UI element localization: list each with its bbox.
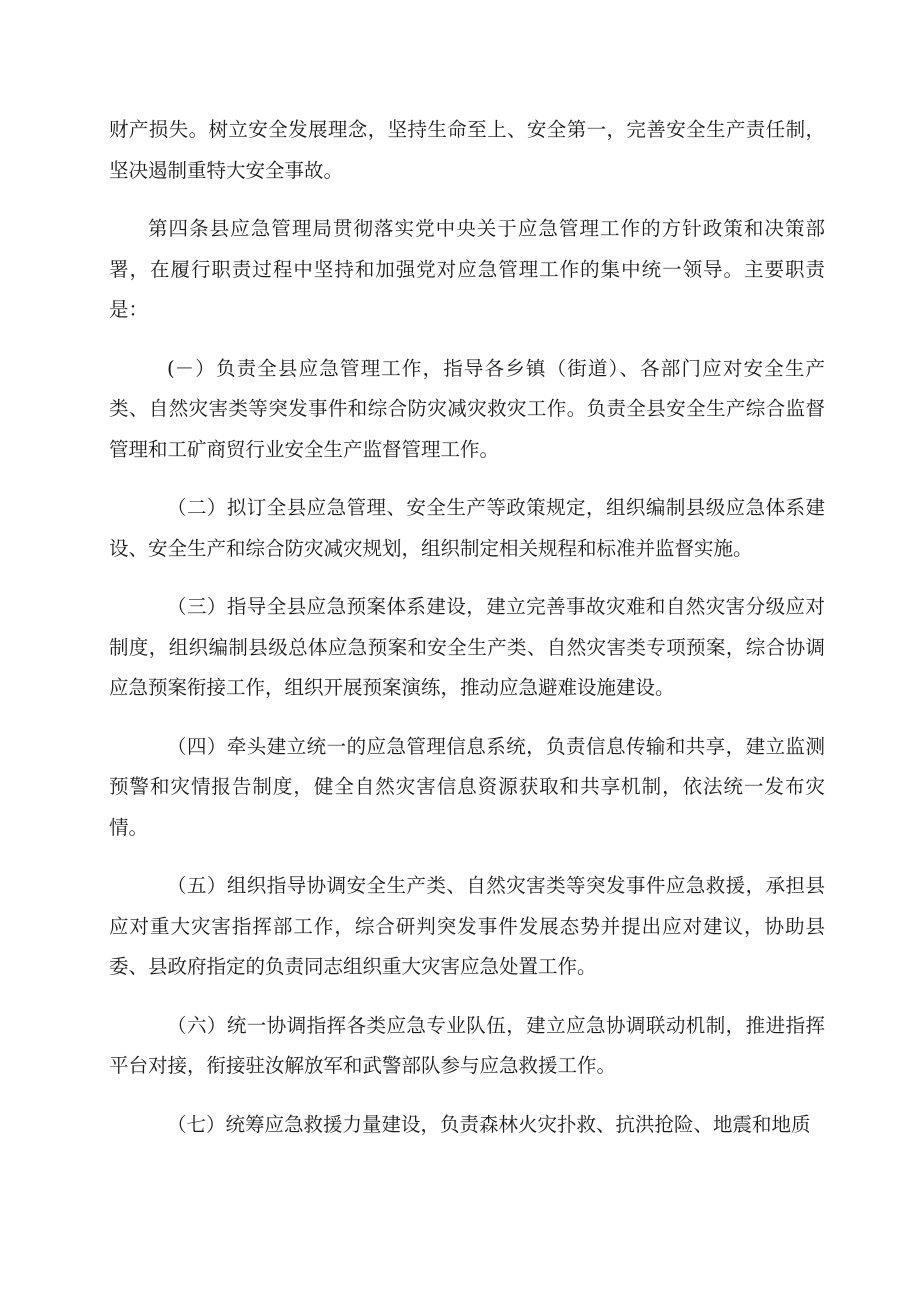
paragraph-item-7: （七）统筹应急救援力量建设，负责森林火灾扑救、抗洪抢险、地震和地质 <box>167 1112 811 1136</box>
paragraph-item-4: （四）牵头建立统一的应急管理信息系统，负责信息传输和共享，建立监测预警和灾情报告制度，健全自然灾害信息资源获取和共享机制，依法统一发布灾情。 <box>109 734 825 839</box>
document-body <box>109 110 825 1163</box>
paragraph-item-6: （六）统一协调指挥各类应急专业队伍，建立应急协调联动机制，推进指挥平台对接，衔接驻汝解放军和武警部队参与应急救援工作。 <box>109 1013 825 1077</box>
paragraph-item-3: （三）指导全县应急预案体系建设，建立完善事故灾难和自然灾害分级应对制度，组织编制县级总体应急预案和安全生产类、自然灾害类专项预案，综合协调应急预案衔接工作，组织开展预案演练，推动应急避难设施建设。 <box>109 595 825 699</box>
paragraph-item-2: （二）拟订全县应急管理、安全生产等政策规定，组织编制县级应急体系建设、安全生产和综合防灾减灾规划，组织制定相关规程和标准并监督实施。 <box>109 496 825 560</box>
paragraph-continuation: 财产损失。树立安全发展理念，坚持生命至上、安全第一，完善安全生产责任制，坚决遏制重特大安全事故。 <box>109 118 825 182</box>
paragraph-article-4: 第四条县应急管理局贯彻落实党中央关于应急管理工作的方针政策和决策部署，在履行职责过程中坚持和加强党对应急管理工作的集中统一领导。主要职责是： <box>109 217 825 321</box>
paragraph-item-1: (－）负责全县应急管理工作，指导各乡镇（街道）、各部门应对安全生产类、自然灾害类等突发事件和综合防灾减灾救灾工作。负责全县安全生产综合监督管理和工矿商贸行业安全生产监督管理工作。 <box>109 356 825 461</box>
paragraph-item-5: （五）组织指导协调安全生产类、自然灾害类等突发事件应急救援，承担县应对重大灾害指挥部工作，综合研判突发事件发展态势并提出应对建议，协助县委、县政府指定的负责同志组织重大灾害应急处置工作。 <box>109 874 825 978</box>
